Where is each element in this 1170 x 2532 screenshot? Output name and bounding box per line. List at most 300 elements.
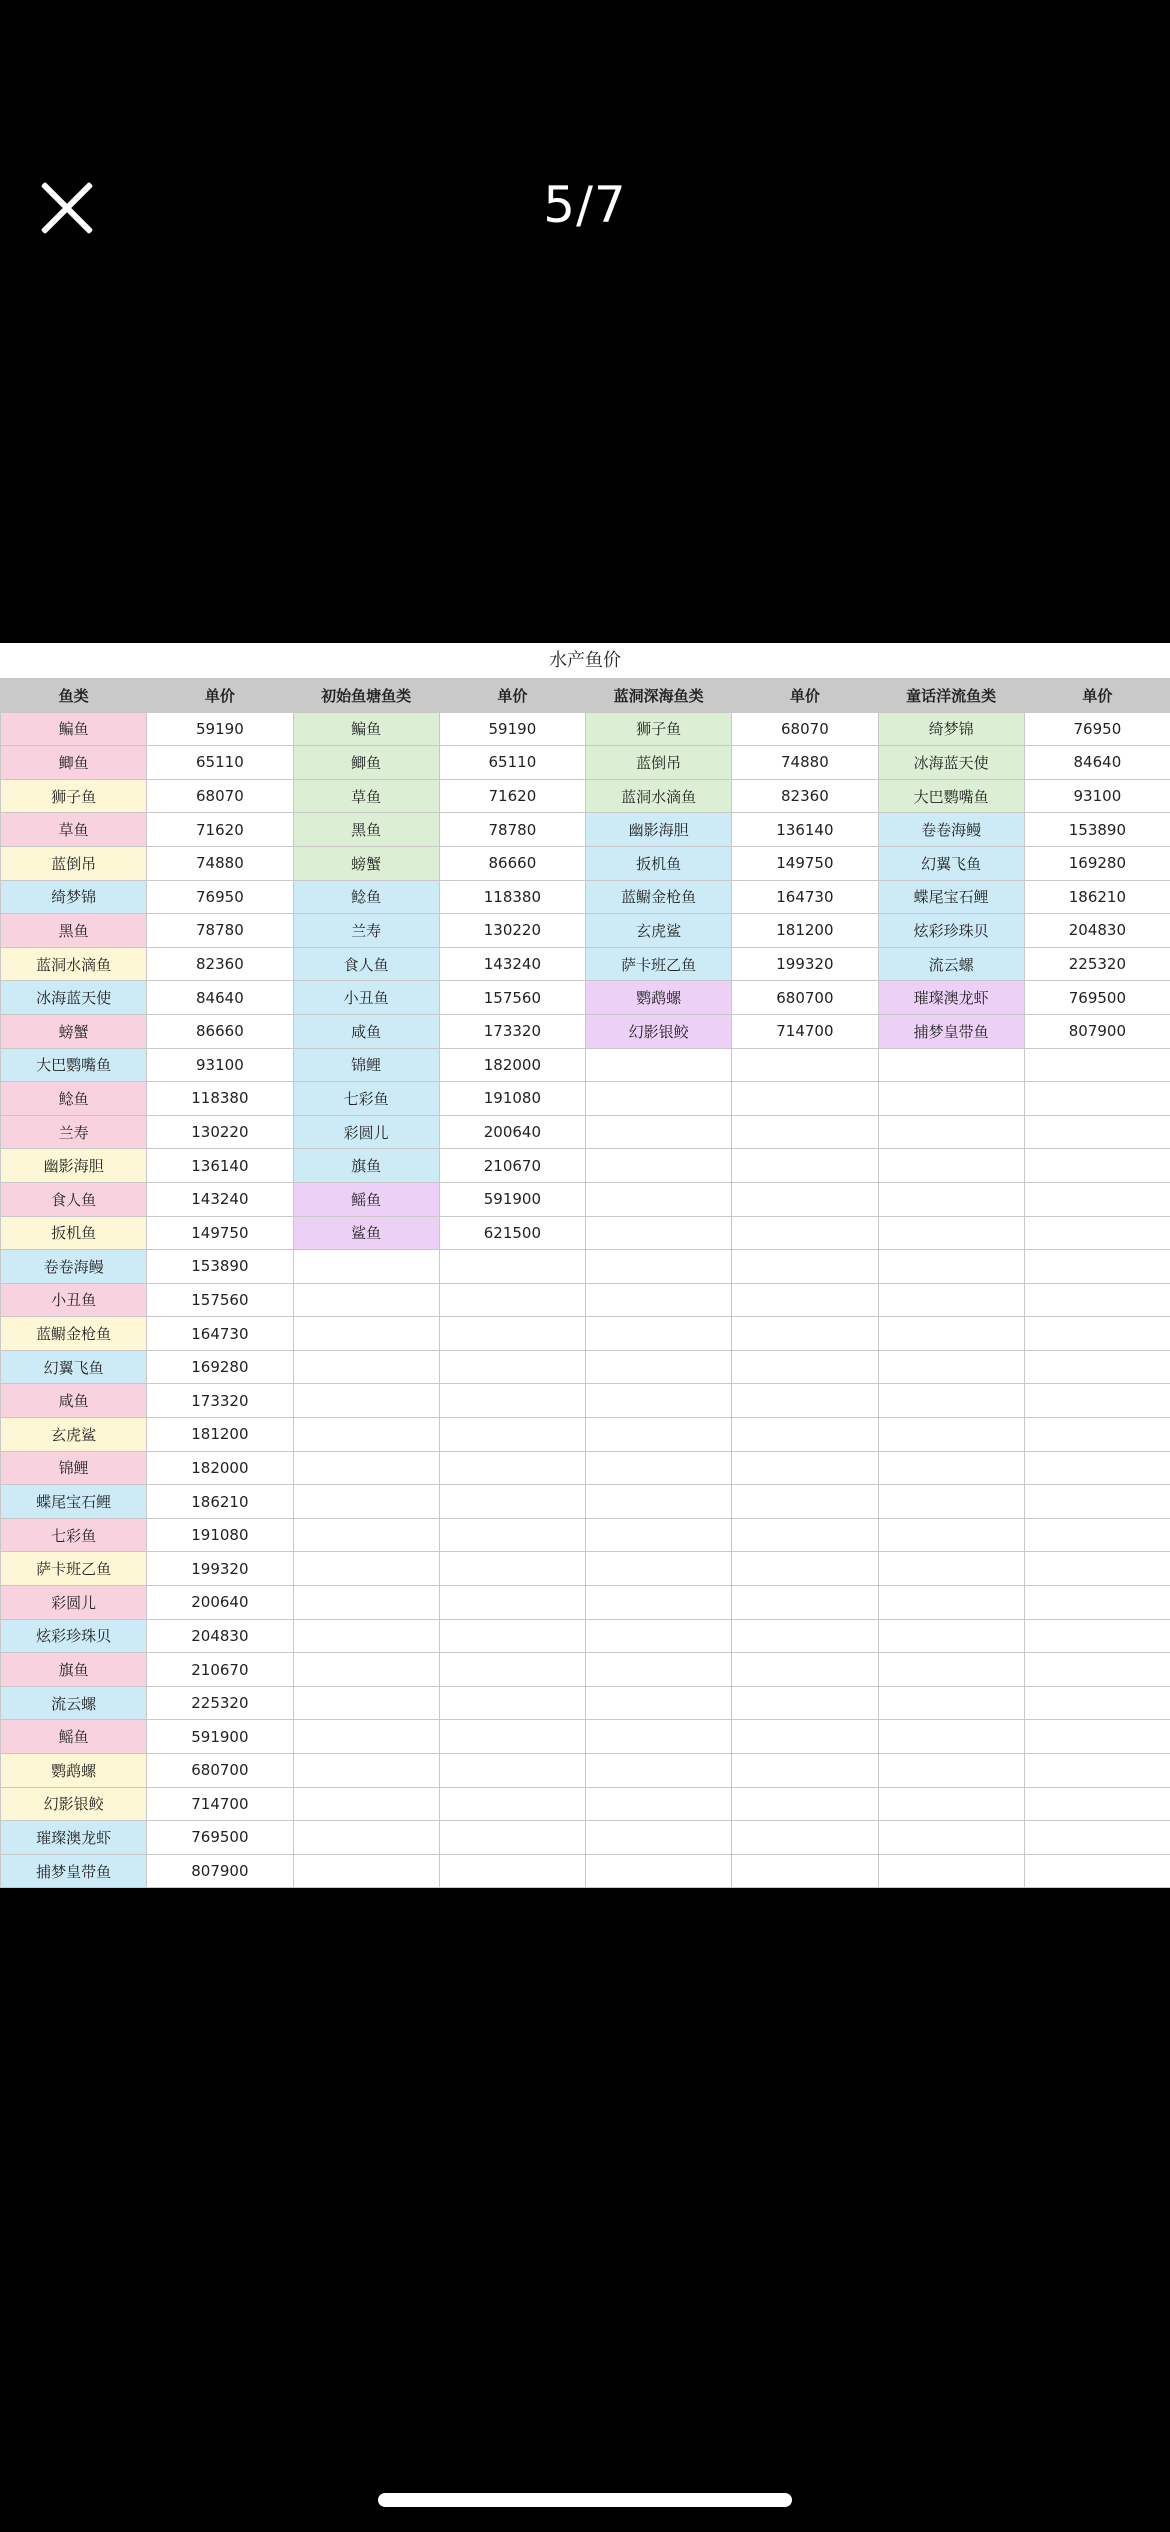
fish-name-cell [293, 1384, 439, 1418]
price-cell [732, 1082, 878, 1116]
price-cell [1024, 1250, 1170, 1284]
price-cell: 59190 [147, 712, 293, 746]
price-cell [732, 1485, 878, 1519]
price-cell [1024, 1317, 1170, 1351]
price-cell: 71620 [147, 813, 293, 847]
price-cell: 680700 [147, 1754, 293, 1788]
header-cell: 蓝洞深海鱼类 [586, 679, 732, 713]
table-row [1, 779, 1170, 813]
table-row [1, 1754, 1170, 1788]
fish-name-cell: 蓝鳚金枪鱼 [586, 880, 732, 914]
price-cell [732, 1149, 878, 1183]
price-cell [732, 1283, 878, 1317]
price-cell [1024, 1653, 1170, 1687]
price-cell [439, 1686, 585, 1720]
fish-name-cell: 萨卡班乙鱼 [586, 947, 732, 981]
fish-name-cell [878, 1048, 1024, 1082]
price-cell: 807900 [147, 1854, 293, 1888]
price-cell: 186210 [147, 1485, 293, 1519]
price-cell [439, 1787, 585, 1821]
fish-name-cell: 小丑鱼 [1, 1283, 147, 1317]
price-cell [732, 1720, 878, 1754]
price-cell: 86660 [439, 846, 585, 880]
table-row [1, 1250, 1170, 1284]
price-cell: 59190 [439, 712, 585, 746]
price-cell: 136140 [732, 813, 878, 847]
price-cell [732, 1182, 878, 1216]
fish-name-cell: 幻翼飞鱼 [878, 846, 1024, 880]
fish-name-cell: 流云螺 [1, 1686, 147, 1720]
fish-name-cell [586, 1653, 732, 1687]
table-row [1, 1821, 1170, 1855]
fish-name-cell [586, 1149, 732, 1183]
price-cell: 143240 [439, 947, 585, 981]
fish-name-cell: 鲶鱼 [1, 1082, 147, 1116]
price-cell [439, 1451, 585, 1485]
table-row [1, 1115, 1170, 1149]
price-cell: 157560 [147, 1283, 293, 1317]
price-cell: 182000 [147, 1451, 293, 1485]
price-cell [732, 1552, 878, 1586]
price-cell [732, 1216, 878, 1250]
fish-name-cell: 炫彩珍珠贝 [878, 914, 1024, 948]
table-row [1, 1619, 1170, 1653]
fish-name-cell [878, 1586, 1024, 1620]
price-cell: 130220 [147, 1115, 293, 1149]
table-row [1, 1485, 1170, 1519]
fish-name-cell: 捕梦皇带鱼 [878, 1014, 1024, 1048]
price-cell [732, 1317, 878, 1351]
price-cell: 769500 [1024, 981, 1170, 1015]
table-row [1, 914, 1170, 948]
header-cell: 初始鱼塘鱼类 [293, 679, 439, 713]
header-cell: 单价 [1024, 679, 1170, 713]
fish-name-cell [878, 1216, 1024, 1250]
photo-image[interactable] [0, 643, 1170, 1888]
fish-name-cell: 卷卷海鳗 [878, 813, 1024, 847]
table-row [1, 1384, 1170, 1418]
price-cell [1024, 1720, 1170, 1754]
table-row [1, 1048, 1170, 1082]
price-cell [1024, 1787, 1170, 1821]
fish-name-cell [293, 1854, 439, 1888]
price-cell [732, 1653, 878, 1687]
fish-name-cell [293, 1821, 439, 1855]
table-row [1, 1317, 1170, 1351]
table-row [1, 1854, 1170, 1888]
fish-name-cell: 七彩鱼 [293, 1082, 439, 1116]
price-cell [732, 1418, 878, 1452]
price-cell: 191080 [439, 1082, 585, 1116]
price-cell: 200640 [147, 1586, 293, 1620]
header-cell: 单价 [147, 679, 293, 713]
fish-name-cell [586, 1686, 732, 1720]
fish-name-cell: 蝶尾宝石鲤 [1, 1485, 147, 1519]
fish-name-cell: 鲶鱼 [293, 880, 439, 914]
fish-name-cell: 草鱼 [1, 813, 147, 847]
fish-name-cell: 锦鲤 [1, 1451, 147, 1485]
fish-name-cell [878, 1821, 1024, 1855]
fish-name-cell [878, 1787, 1024, 1821]
price-cell [439, 1518, 585, 1552]
fish-name-cell [586, 1518, 732, 1552]
price-cell: 157560 [439, 981, 585, 1015]
fish-name-cell: 彩圆儿 [293, 1115, 439, 1149]
table-row [1, 1216, 1170, 1250]
price-cell: 769500 [147, 1821, 293, 1855]
fish-name-cell: 黑鱼 [1, 914, 147, 948]
table-row [1, 1014, 1170, 1048]
fish-name-cell: 大巴鹦嘴鱼 [878, 779, 1024, 813]
fish-name-cell [586, 1250, 732, 1284]
price-cell: 65110 [147, 746, 293, 780]
fish-name-cell [586, 1821, 732, 1855]
fish-name-cell [586, 1283, 732, 1317]
header-cell: 单价 [439, 679, 585, 713]
fish-name-cell: 草鱼 [293, 779, 439, 813]
table-row [1, 1586, 1170, 1620]
price-cell: 210670 [147, 1653, 293, 1687]
price-cell [439, 1250, 585, 1284]
fish-name-cell: 蓝倒吊 [586, 746, 732, 780]
price-cell: 225320 [1024, 947, 1170, 981]
fish-name-cell: 咸鱼 [1, 1384, 147, 1418]
fish-name-cell [293, 1317, 439, 1351]
price-cell [732, 1384, 878, 1418]
fish-name-cell [586, 1619, 732, 1653]
price-cell [1024, 1115, 1170, 1149]
table-row [1, 813, 1170, 847]
header-row [1, 679, 1170, 713]
price-cell: 191080 [147, 1518, 293, 1552]
price-cell [1024, 1552, 1170, 1586]
fish-name-cell [878, 1653, 1024, 1687]
fish-name-cell: 鲫鱼 [1, 746, 147, 780]
fish-name-cell [878, 1283, 1024, 1317]
fish-name-cell: 鳊鱼 [1, 712, 147, 746]
fish-name-cell [586, 1317, 732, 1351]
fish-name-cell: 冰海蓝天使 [1, 981, 147, 1015]
fish-name-cell [293, 1283, 439, 1317]
fish-name-cell: 炫彩珍珠贝 [1, 1619, 147, 1653]
fish-name-cell [293, 1552, 439, 1586]
fish-name-cell: 幽影海胆 [586, 813, 732, 847]
price-cell [732, 1518, 878, 1552]
header-cell: 单价 [732, 679, 878, 713]
price-cell: 199320 [147, 1552, 293, 1586]
price-cell: 68070 [732, 712, 878, 746]
image-counter: 5/7 [543, 176, 627, 234]
price-cell [439, 1384, 585, 1418]
fish-name-cell [586, 1787, 732, 1821]
price-cell [1024, 1485, 1170, 1519]
fish-name-cell [878, 1149, 1024, 1183]
fish-name-cell: 捕梦皇带鱼 [1, 1854, 147, 1888]
fish-name-cell [586, 1216, 732, 1250]
price-cell [732, 1250, 878, 1284]
price-cell: 200640 [439, 1115, 585, 1149]
fish-name-cell [586, 1182, 732, 1216]
fish-name-cell [586, 1384, 732, 1418]
table-row [1, 880, 1170, 914]
price-cell: 181200 [732, 914, 878, 948]
fish-name-cell [293, 1350, 439, 1384]
fish-name-cell [878, 1518, 1024, 1552]
fish-name-cell: 流云螺 [878, 947, 1024, 981]
fish-name-cell [878, 1485, 1024, 1519]
fish-name-cell: 螃蟹 [1, 1014, 147, 1048]
price-cell: 84640 [1024, 746, 1170, 780]
fish-name-cell [586, 1485, 732, 1519]
table-row [1, 1518, 1170, 1552]
fish-name-cell [586, 1115, 732, 1149]
price-cell [1024, 1451, 1170, 1485]
table-row [1, 981, 1170, 1015]
table-row [1, 1350, 1170, 1384]
price-cell: 807900 [1024, 1014, 1170, 1048]
price-cell: 173320 [439, 1014, 585, 1048]
fish-name-cell [878, 1350, 1024, 1384]
price-cell: 204830 [147, 1619, 293, 1653]
price-cell: 199320 [732, 947, 878, 981]
fish-name-cell [878, 1854, 1024, 1888]
fish-name-cell [293, 1787, 439, 1821]
fish-name-cell: 食人鱼 [1, 1182, 147, 1216]
fish-name-cell [293, 1518, 439, 1552]
price-cell [1024, 1821, 1170, 1855]
price-cell: 82360 [147, 947, 293, 981]
price-cell [732, 1854, 878, 1888]
price-cell: 82360 [732, 779, 878, 813]
price-cell [1024, 1283, 1170, 1317]
price-cell [1024, 1384, 1170, 1418]
header-cell: 童话洋流鱼类 [878, 679, 1024, 713]
fish-name-cell [878, 1115, 1024, 1149]
price-cell [732, 1787, 878, 1821]
table-row [1, 1552, 1170, 1586]
price-cell [1024, 1418, 1170, 1452]
fish-name-cell [293, 1485, 439, 1519]
price-cell: 84640 [147, 981, 293, 1015]
price-cell: 136140 [147, 1149, 293, 1183]
price-cell: 68070 [147, 779, 293, 813]
price-cell: 204830 [1024, 914, 1170, 948]
fish-name-cell: 旗鱼 [1, 1653, 147, 1687]
price-cell: 130220 [439, 914, 585, 948]
fish-name-cell: 旗鱼 [293, 1149, 439, 1183]
table-row [1, 712, 1170, 746]
fish-name-cell: 鹦鹉螺 [586, 981, 732, 1015]
fish-name-cell [293, 1754, 439, 1788]
price-cell [1024, 1586, 1170, 1620]
price-cell [732, 1350, 878, 1384]
table-row [1, 846, 1170, 880]
price-cell: 680700 [732, 981, 878, 1015]
fish-name-cell [878, 1451, 1024, 1485]
price-cell: 182000 [439, 1048, 585, 1082]
fish-name-cell [586, 1552, 732, 1586]
fish-name-cell: 鳊鱼 [293, 712, 439, 746]
price-cell [439, 1586, 585, 1620]
fish-name-cell [878, 1082, 1024, 1116]
price-cell: 76950 [147, 880, 293, 914]
fish-name-cell [878, 1754, 1024, 1788]
price-cell: 71620 [439, 779, 585, 813]
table-row [1, 1653, 1170, 1687]
price-cell: 714700 [147, 1787, 293, 1821]
home-indicator[interactable] [378, 2493, 792, 2507]
price-cell [439, 1754, 585, 1788]
price-cell: 118380 [147, 1082, 293, 1116]
price-cell: 143240 [147, 1182, 293, 1216]
price-cell [1024, 1048, 1170, 1082]
fish-name-cell [293, 1653, 439, 1687]
price-cell: 164730 [147, 1317, 293, 1351]
price-cell [1024, 1686, 1170, 1720]
price-cell [439, 1720, 585, 1754]
fish-name-cell [878, 1619, 1024, 1653]
price-cell [1024, 1082, 1170, 1116]
fish-name-cell [293, 1686, 439, 1720]
fish-name-cell [586, 1350, 732, 1384]
header-cell: 鱼类 [1, 679, 147, 713]
price-cell: 76950 [1024, 712, 1170, 746]
price-cell [1024, 1619, 1170, 1653]
fish-name-cell: 幻影银鲛 [1, 1787, 147, 1821]
fish-name-cell [293, 1418, 439, 1452]
fish-name-cell: 狮子鱼 [586, 712, 732, 746]
table-row [1, 1451, 1170, 1485]
price-cell: 714700 [732, 1014, 878, 1048]
fish-name-cell: 璀璨澳龙虾 [878, 981, 1024, 1015]
fish-name-cell: 狮子鱼 [1, 779, 147, 813]
price-cell: 118380 [439, 880, 585, 914]
price-cell: 173320 [147, 1384, 293, 1418]
fish-name-cell [878, 1317, 1024, 1351]
price-cell [732, 1754, 878, 1788]
price-cell: 78780 [147, 914, 293, 948]
price-cell: 186210 [1024, 880, 1170, 914]
price-cell: 149750 [732, 846, 878, 880]
fish-name-cell [586, 1720, 732, 1754]
fish-name-cell: 彩圆儿 [1, 1586, 147, 1620]
fish-name-cell [878, 1418, 1024, 1452]
price-cell: 74880 [147, 846, 293, 880]
fish-name-cell: 扳机鱼 [586, 846, 732, 880]
table-row [1, 1182, 1170, 1216]
fish-name-cell [293, 1619, 439, 1653]
fish-name-cell: 鳐鱼 [293, 1182, 439, 1216]
price-cell [439, 1619, 585, 1653]
price-cell: 591900 [439, 1182, 585, 1216]
price-cell: 225320 [147, 1686, 293, 1720]
price-cell [1024, 1754, 1170, 1788]
price-cell [732, 1619, 878, 1653]
fish-name-cell [878, 1384, 1024, 1418]
fish-name-cell [586, 1048, 732, 1082]
fish-name-cell: 蓝洞水滴鱼 [586, 779, 732, 813]
price-cell: 591900 [147, 1720, 293, 1754]
price-cell: 93100 [1024, 779, 1170, 813]
fish-name-cell: 璀璨澳龙虾 [1, 1821, 147, 1855]
sheet-title: 水产鱼价 [549, 650, 621, 671]
table-row [1, 1787, 1170, 1821]
price-cell: 74880 [732, 746, 878, 780]
table-row [1, 947, 1170, 981]
price-cell: 65110 [439, 746, 585, 780]
fish-name-cell: 大巴鹦嘴鱼 [1, 1048, 147, 1082]
price-cell [1024, 1350, 1170, 1384]
price-cell [732, 1821, 878, 1855]
fish-name-cell: 幻翼飞鱼 [1, 1350, 147, 1384]
price-cell: 78780 [439, 813, 585, 847]
price-cell [439, 1552, 585, 1586]
price-cell [1024, 1149, 1170, 1183]
fish-name-cell [586, 1586, 732, 1620]
price-cell: 86660 [147, 1014, 293, 1048]
price-cell: 169280 [147, 1350, 293, 1384]
fish-name-cell: 七彩鱼 [1, 1518, 147, 1552]
price-cell: 210670 [439, 1149, 585, 1183]
price-cell [1024, 1518, 1170, 1552]
table-row [1, 1149, 1170, 1183]
price-cell: 164730 [732, 880, 878, 914]
price-cell [439, 1317, 585, 1351]
fish-name-cell: 玄虎鲨 [586, 914, 732, 948]
price-cell [439, 1485, 585, 1519]
fish-name-cell: 兰寿 [1, 1115, 147, 1149]
price-cell: 149750 [147, 1216, 293, 1250]
fish-name-cell [586, 1418, 732, 1452]
table-row [1, 1082, 1170, 1116]
price-cell [732, 1451, 878, 1485]
price-cell [439, 1350, 585, 1384]
fish-name-cell: 幽影海胆 [1, 1149, 147, 1183]
fish-name-cell [586, 1854, 732, 1888]
fish-name-cell: 鹦鹉螺 [1, 1754, 147, 1788]
price-cell: 153890 [147, 1250, 293, 1284]
fish-name-cell: 黑鱼 [293, 813, 439, 847]
price-cell: 93100 [147, 1048, 293, 1082]
fish-name-cell: 鲨鱼 [293, 1216, 439, 1250]
fish-name-cell: 玄虎鲨 [1, 1418, 147, 1452]
price-cell [732, 1115, 878, 1149]
table-row [1, 1686, 1170, 1720]
price-cell [1024, 1182, 1170, 1216]
price-cell [439, 1653, 585, 1687]
fish-name-cell [878, 1182, 1024, 1216]
price-cell [1024, 1854, 1170, 1888]
table-row [1, 1418, 1170, 1452]
fish-name-cell [586, 1754, 732, 1788]
fish-name-cell: 蓝鳚金枪鱼 [1, 1317, 147, 1351]
fish-name-cell: 卷卷海鳗 [1, 1250, 147, 1284]
table-row [1, 746, 1170, 780]
table-row [1, 1720, 1170, 1754]
fish-name-cell: 兰寿 [293, 914, 439, 948]
price-cell [732, 1586, 878, 1620]
fish-name-cell: 绮梦锦 [1, 880, 147, 914]
fish-name-cell: 幻影银鲛 [586, 1014, 732, 1048]
fish-name-cell [878, 1686, 1024, 1720]
price-table [0, 678, 1170, 1888]
fish-name-cell: 螃蟹 [293, 846, 439, 880]
price-cell: 153890 [1024, 813, 1170, 847]
fish-name-cell: 鲫鱼 [293, 746, 439, 780]
price-cell [439, 1418, 585, 1452]
fish-name-cell [878, 1552, 1024, 1586]
price-cell [1024, 1216, 1170, 1250]
